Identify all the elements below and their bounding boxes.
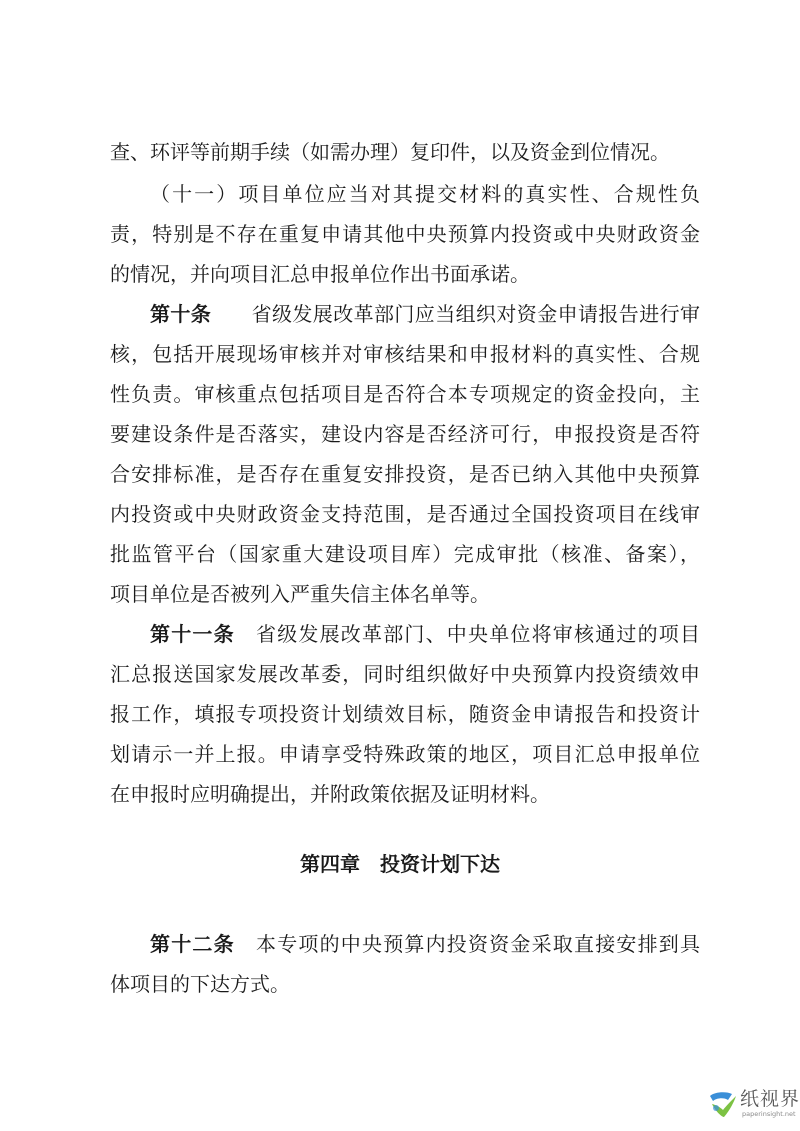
line-text: 项目单位是否被列入严重失信主体名单等。 (110, 582, 490, 606)
line-text: 合安排标准，是否存在重复安排投资，是否已纳入其他中央预算 (110, 462, 700, 486)
line-text: 内投资或中央财政资金支持范围，是否通过全国投资项目在线审 (110, 502, 700, 526)
body-line-9 (110, 454, 700, 494)
watermark-name: 纸视界 (740, 1088, 800, 1110)
line-text: 省级发展改革部门、中央单位将审核通过的项目 (254, 622, 700, 646)
body-line-14 (110, 654, 700, 694)
article-10-first-line (150, 294, 700, 334)
article-11-first-line (150, 614, 700, 654)
body-line-4 (110, 254, 700, 294)
line-text: （十一）项目单位应当对其提交材料的真实性、合规性负 (150, 182, 700, 206)
body-line-16 (110, 734, 700, 774)
body-line-12 (110, 574, 700, 614)
body-line-2 (150, 174, 700, 214)
body-line-6 (110, 334, 700, 374)
line-text: 责，特别是不存在重复申请其他中央预算内投资或中央财政资金 (110, 222, 700, 246)
watermark-url: paperinsight.net (742, 1110, 796, 1118)
line-text: 的情况，并向项目汇总申报单位作出书面承诺。 (110, 262, 530, 286)
line-text: 体项目的下达方式。 (110, 972, 290, 996)
body-line-15 (110, 694, 700, 734)
body-line-3 (110, 214, 700, 254)
article-11-label: 第十一条 (150, 622, 235, 646)
line-text: 报工作，填报专项投资计划绩效目标，随资金申请报告和投资计 (110, 702, 700, 726)
body-line-11 (110, 534, 700, 574)
line-text: 汇总报送国家发展改革委，同时组织做好中央预算内投资绩效申 (110, 662, 700, 686)
chapter-heading: 第四章 投资计划下达 (300, 852, 500, 876)
line-text: 本专项的中央预算内投资资金采取直接安排到具 (254, 932, 700, 956)
watermark (700, 1082, 800, 1131)
body-line-10 (110, 494, 700, 534)
line-text: 批监管平台（国家重大建设项目库）完成审批（核准、备案）， (110, 542, 700, 566)
line-text: 核，包括开展现场审核并对审核结果和申报材料的真实性、合规 (110, 342, 700, 366)
line-text: 要建设条件是否落实，建设内容是否经济可行，申报投资是否符 (110, 422, 700, 446)
line-text: 性负责。审核重点包括项目是否符合本专项规定的资金投向，主 (110, 382, 700, 406)
article-10-label: 第十条 (150, 302, 212, 326)
body-line-8 (110, 414, 700, 454)
line-text: 划请示一并上报。申请享受特殊政策的地区，项目汇总申报单位 (110, 742, 700, 766)
body-line-17 (110, 774, 700, 814)
line-text: 省级发展改革部门应当组织对资金申请报告进行审 (251, 302, 700, 326)
paperinsight-logo-icon (706, 1088, 738, 1120)
body-line-19 (110, 964, 700, 1004)
body-line-1 (110, 132, 700, 172)
article-12-first-line (150, 924, 700, 964)
line-text: 查、环评等前期手续（如需办理）复印件，以及资金到位情况。 (110, 140, 670, 164)
body-line-7 (110, 374, 700, 414)
article-12-label: 第十二条 (150, 932, 235, 956)
line-text: 在申报时应明确提出，并附政策依据及证明材料。 (110, 782, 550, 806)
